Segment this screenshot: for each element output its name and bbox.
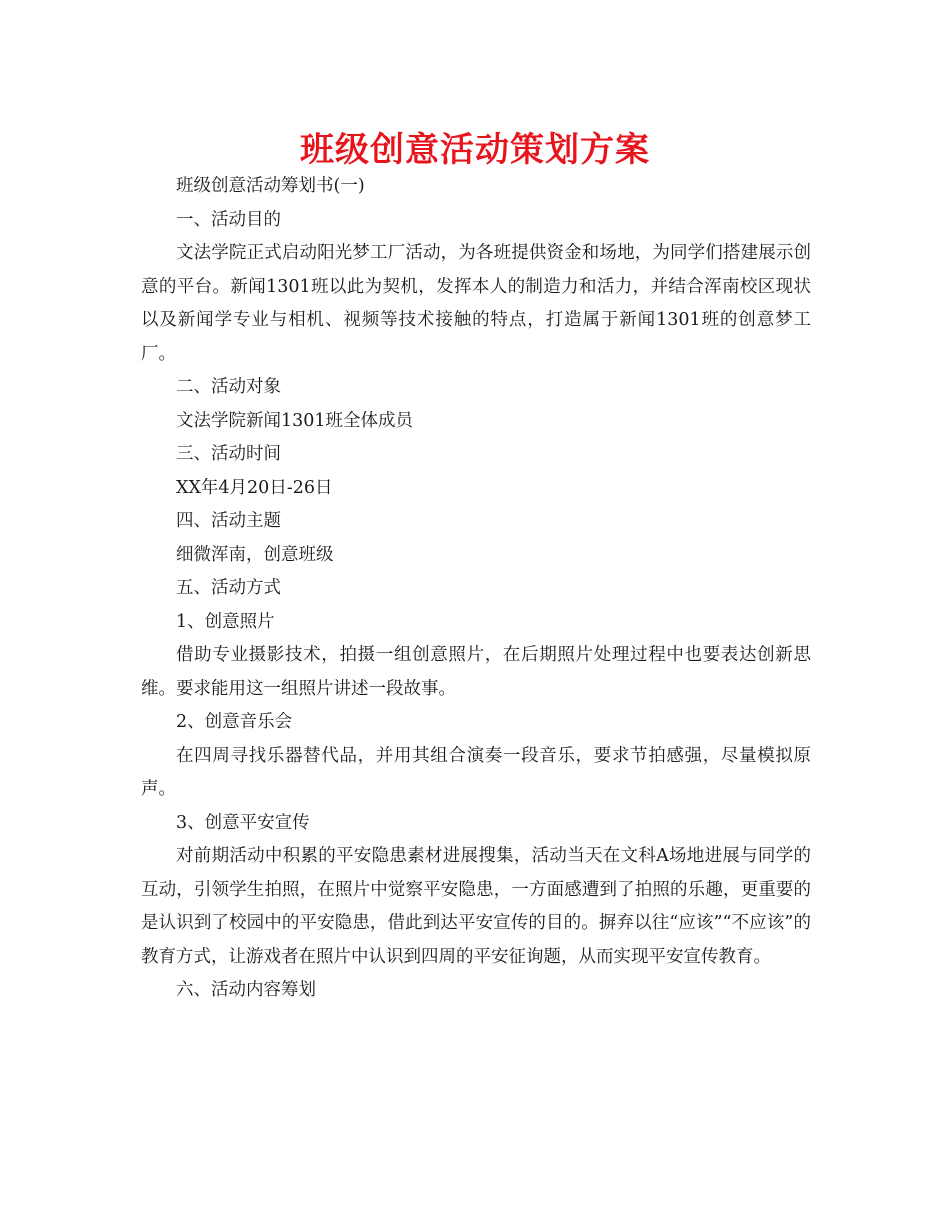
heading-purpose: 一、活动目的 [176,209,281,230]
paragraph-photo: 借助专业摄影技术，拍摄一组创意照片，在后期照片处理过程中也要表达创新思维。要求能用这一组照片讲述一段故事。 [141,645,811,699]
paragraph-time: XX年4月20日-26日 [176,477,333,498]
heading-theme: 四、活动主题 [176,511,281,531]
paragraph-theme: 细微浑南，创意班级 [176,544,334,565]
subheading-concert: 2、创意音乐会 [176,712,293,732]
document-body [141,170,811,1008]
paragraph-safety: 对前期活动中积累的平安隐患素材进展搜集，活动当天在文科A场地进展与同学的互动，引领学生拍照，在照片中觉察平安隐患，一方面感遭到了拍照的乐趣，更重要的是认识到了校园中的平安隐患，借此到达平安宣传的目的。摒弃以往“应该”“不应该”的教育方式，让游戏者在照片中认识到四周的平安征询题，从而实现平安宣传教育。 [141,846,811,967]
heading-time: 三、活动时间 [176,444,281,464]
document-title: 班级创意活动策划方案 [300,130,650,170]
heading-target: 二、活动对象 [176,377,281,397]
paragraph-target: 文法学院新闻1301班全体成员 [176,410,414,431]
paragraph-concert: 在四周寻找乐器替代品，并用其组合演奏一段音乐，要求节拍感强，尽量模拟原声。 [141,745,811,799]
subheading-photo: 1、创意照片 [176,611,275,632]
paragraph-purpose: 文法学院正式启动阳光梦工厂活动，为各班提供资金和场地，为同学们搭建展示创意的平台。新闻1301班以此为契机，发挥本人的制造力和活力，并结合浑南校区现状以及新闻学专业与相机、视频等技术接触的特点，打造属于新闻1301班的创意梦工厂。 [141,243,811,364]
heading-method: 五、活动方式 [176,578,281,598]
heading-content-plan: 六、活动内容筹划 [176,980,316,1000]
subheading-safety: 3、创意平安宣传 [176,812,310,833]
paragraph-subtitle: 班级创意活动筹划书(一) [176,176,365,196]
